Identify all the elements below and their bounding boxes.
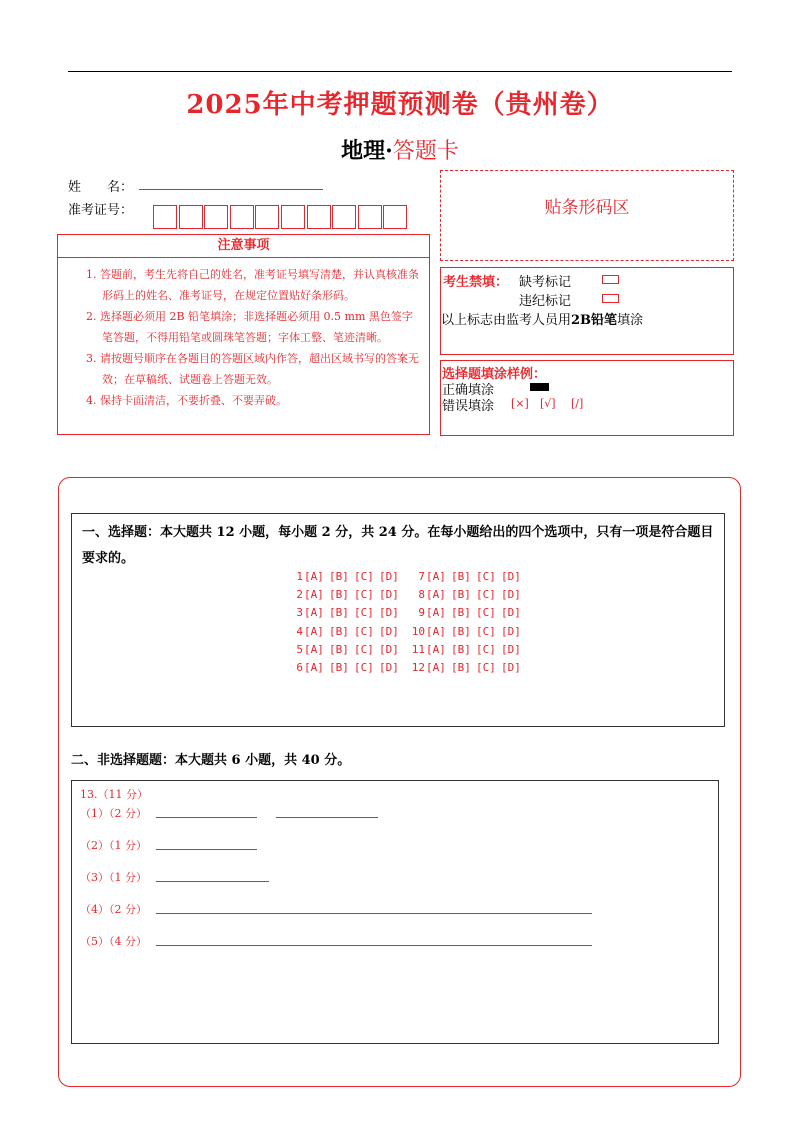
correct-label: 正确填涂 bbox=[442, 383, 495, 398]
mc-question-10 bbox=[405, 625, 527, 643]
forbid-note bbox=[441, 309, 643, 328]
q13-part-2-answer[interactable] bbox=[156, 849, 257, 850]
mc-option-bubble[interactable]: [A] bbox=[304, 642, 324, 656]
absent-label: 缺考标记 bbox=[519, 275, 572, 290]
mc-option-bubble[interactable]: [C] bbox=[476, 624, 496, 638]
barcode-label: 贴条形码区 bbox=[544, 198, 630, 218]
mc-option-bubble[interactable]: [A] bbox=[426, 606, 446, 620]
q13-part-3-answer[interactable] bbox=[156, 881, 269, 882]
id-digit-box[interactable] bbox=[255, 205, 279, 229]
mc-row bbox=[283, 570, 527, 588]
id-digit-box[interactable] bbox=[307, 205, 331, 229]
mc-option-bubble[interactable]: [B] bbox=[329, 624, 349, 638]
mc-option-bubble[interactable]: [D] bbox=[379, 624, 399, 638]
mc-option-bubble[interactable]: [D] bbox=[379, 606, 399, 620]
mc-option-bubble[interactable]: [C] bbox=[476, 606, 496, 620]
page-title: 2025年中考押题预测卷（贵州卷） bbox=[186, 90, 614, 120]
mc-row bbox=[283, 625, 527, 643]
mc-option-bubble[interactable]: [B] bbox=[451, 624, 471, 638]
forbid-note-bold: 2B铅笔 bbox=[571, 313, 618, 328]
mc-option-bubble[interactable]: [C] bbox=[354, 570, 374, 583]
id-digit-box[interactable] bbox=[383, 205, 407, 229]
mc-option-bubble[interactable]: [D] bbox=[501, 660, 521, 674]
mc-option-bubble[interactable]: [B] bbox=[451, 642, 471, 656]
mc-answer-grid bbox=[283, 570, 527, 679]
id-label: 准考证号： bbox=[68, 203, 134, 218]
mc-option-bubble[interactable]: [A] bbox=[426, 570, 446, 583]
mc-option-bubble[interactable]: [A] bbox=[426, 588, 446, 602]
mc-row bbox=[283, 643, 527, 661]
q13-part-5-label: （5）（4 分） bbox=[80, 935, 147, 948]
mc-option-bubble[interactable]: [D] bbox=[501, 570, 521, 583]
mc-question-8 bbox=[405, 588, 527, 606]
mc-option-bubble[interactable]: [B] bbox=[451, 570, 471, 583]
mc-question-6 bbox=[283, 661, 405, 679]
mc-row bbox=[283, 588, 527, 606]
top-rule bbox=[68, 71, 732, 72]
mc-row bbox=[283, 661, 527, 679]
name-label: 姓 名： bbox=[68, 180, 134, 195]
mc-question-number: 12 bbox=[411, 660, 425, 674]
mc-question-12 bbox=[405, 661, 527, 679]
id-digit-box[interactable] bbox=[179, 205, 203, 229]
mc-question-3 bbox=[283, 606, 405, 624]
mc-option-bubble[interactable]: [C] bbox=[354, 606, 374, 620]
mc-option-bubble[interactable]: [B] bbox=[329, 606, 349, 620]
mc-question-5 bbox=[283, 643, 405, 661]
q13-part-1-answer-a[interactable] bbox=[156, 817, 257, 818]
q13-part-2-label: （2）（1 分） bbox=[80, 839, 147, 852]
id-number-boxes[interactable] bbox=[153, 205, 409, 229]
wrong-mark-3: [/] bbox=[571, 397, 584, 410]
q13-part-3-label: （3）（1 分） bbox=[80, 871, 147, 884]
mc-option-bubble[interactable]: [A] bbox=[304, 660, 324, 674]
id-digit-box[interactable] bbox=[153, 205, 177, 229]
mc-option-bubble[interactable]: [D] bbox=[501, 588, 521, 602]
id-digit-box[interactable] bbox=[204, 205, 228, 229]
mc-question-number: 10 bbox=[411, 624, 425, 638]
mc-option-bubble[interactable]: [C] bbox=[476, 642, 496, 656]
mc-question-number: 1 bbox=[296, 570, 303, 583]
mc-question-number: 9 bbox=[418, 606, 425, 620]
mc-option-bubble[interactable]: [C] bbox=[354, 642, 374, 656]
mc-question-number: 5 bbox=[296, 642, 303, 656]
sample-title: 选择题填涂样例： bbox=[442, 367, 547, 382]
mc-question-2 bbox=[283, 588, 405, 606]
id-digit-box[interactable] bbox=[281, 205, 305, 229]
examiner-only-box bbox=[440, 267, 734, 355]
mc-question-number: 4 bbox=[296, 624, 303, 638]
forbid-note-suffix: 填涂 bbox=[617, 313, 644, 328]
mc-option-bubble[interactable]: [D] bbox=[501, 606, 521, 620]
q13-part-4-label: （4）（2 分） bbox=[80, 903, 147, 916]
mc-option-bubble[interactable]: [D] bbox=[501, 624, 521, 638]
absent-mark-box[interactable] bbox=[602, 275, 619, 284]
mc-option-bubble[interactable]: [D] bbox=[379, 642, 399, 656]
q13-part-4-answer[interactable] bbox=[156, 913, 592, 914]
mc-row bbox=[283, 606, 527, 624]
mc-question-number: 3 bbox=[296, 606, 303, 620]
mc-option-bubble[interactable]: [D] bbox=[379, 660, 399, 674]
card-label: 答题卡 bbox=[392, 139, 459, 164]
q13-part-5-answer[interactable] bbox=[156, 945, 592, 946]
notice-item: 1. 答题前，考生先将自己的姓名，准考证号填写清楚，并认真核准条形码上的姓名、准考证号，在规定位置贴好条形码。 bbox=[86, 268, 419, 302]
mc-option-bubble[interactable]: [A] bbox=[304, 624, 324, 638]
wrong-mark-2: [√] bbox=[540, 397, 556, 410]
mc-option-bubble[interactable]: [C] bbox=[476, 660, 496, 674]
mc-option-bubble[interactable]: [C] bbox=[354, 588, 374, 602]
mc-option-bubble[interactable]: [B] bbox=[451, 588, 471, 602]
mc-option-bubble[interactable]: [A] bbox=[426, 660, 446, 674]
mc-prompt: 一、选择题：本大题共 12 小题，每小题 2 分，共 24 分。在每小题给出的四个选项中，只有一项是符合题目要求的。 bbox=[82, 525, 714, 566]
wrong-mark-1: [×] bbox=[511, 397, 529, 410]
name-field[interactable] bbox=[139, 189, 323, 190]
barcode-area bbox=[440, 170, 734, 261]
notice-box bbox=[57, 234, 430, 435]
mc-question-number: 8 bbox=[418, 588, 425, 602]
mc-option-bubble[interactable]: [C] bbox=[354, 624, 374, 638]
notice-list bbox=[58, 264, 429, 411]
notice-item: 4. 保持卡面清洁，不要折叠、不要弄破。 bbox=[86, 394, 287, 407]
mc-option-bubble[interactable]: [A] bbox=[304, 588, 324, 602]
forbid-label: 考生禁填： bbox=[443, 275, 509, 290]
mc-option-bubble[interactable]: [B] bbox=[329, 570, 349, 583]
mc-option-bubble[interactable]: [D] bbox=[501, 642, 521, 656]
wrong-label: 错误填涂 bbox=[442, 399, 495, 414]
mc-question-1 bbox=[283, 570, 405, 588]
mc-option-bubble[interactable]: [C] bbox=[354, 660, 374, 674]
mc-option-bubble[interactable]: [A] bbox=[304, 606, 324, 620]
mc-option-bubble[interactable]: [B] bbox=[451, 660, 471, 674]
violation-mark-box[interactable] bbox=[602, 294, 619, 303]
mc-question-4 bbox=[283, 625, 405, 643]
mc-option-bubble[interactable]: [B] bbox=[451, 606, 471, 620]
mc-option-bubble[interactable]: [C] bbox=[476, 570, 496, 583]
section2-title: 二、非选择题题：本大题共 6 小题，共 40 分。 bbox=[71, 753, 351, 768]
violation-label: 违纪标记 bbox=[519, 294, 572, 309]
mc-option-bubble[interactable]: [B] bbox=[329, 660, 349, 674]
mc-question-7 bbox=[405, 570, 527, 588]
q13-title: 13.（11 分） bbox=[80, 788, 148, 801]
subject-label: 地理· bbox=[341, 138, 393, 164]
mc-question-11 bbox=[405, 643, 527, 661]
fill-sample-box bbox=[440, 360, 734, 436]
notice-item: 3. 请按题号顺序在各题目的答题区域内作答，超出区域书写的答案无效；在草稿纸、试题卷上答题无效。 bbox=[86, 352, 419, 386]
id-digit-box[interactable] bbox=[230, 205, 254, 229]
question-13-box bbox=[71, 780, 719, 1044]
mc-option-bubble[interactable]: [A] bbox=[304, 570, 324, 583]
mc-option-bubble[interactable]: [B] bbox=[329, 588, 349, 602]
page-subtitle bbox=[0, 134, 800, 165]
notice-title: 注意事项 bbox=[58, 235, 429, 258]
mc-question-number: 11 bbox=[411, 642, 425, 656]
mc-option-bubble[interactable]: [A] bbox=[426, 624, 446, 638]
mc-option-bubble[interactable]: [D] bbox=[379, 588, 399, 602]
correct-fill-sample bbox=[530, 383, 549, 391]
multiple-choice-section bbox=[71, 513, 725, 727]
mc-option-bubble[interactable]: [B] bbox=[329, 642, 349, 656]
mc-question-number: 6 bbox=[296, 660, 303, 674]
mc-question-number: 2 bbox=[296, 588, 303, 602]
q13-part-1-label: （1）（2 分） bbox=[80, 807, 147, 820]
mc-question-number: 7 bbox=[418, 570, 425, 583]
notice-item: 2. 选择题必须用 2B 铅笔填涂；非选择题必须用 0.5 mm 黑色签字笔答题，不得用铅笔或圆珠笔答题；字体工整、笔迹清晰。 bbox=[86, 310, 413, 344]
q13-part-1-answer-b[interactable] bbox=[276, 817, 378, 818]
mc-option-bubble[interactable]: [A] bbox=[426, 642, 446, 656]
mc-option-bubble[interactable]: [D] bbox=[379, 570, 399, 583]
forbid-note-prefix: 以上标志由监考人员用 bbox=[441, 313, 572, 328]
mc-option-bubble[interactable]: [C] bbox=[476, 588, 496, 602]
mc-question-9 bbox=[405, 606, 527, 624]
id-digit-box[interactable] bbox=[358, 205, 382, 229]
id-digit-box[interactable] bbox=[332, 205, 356, 229]
